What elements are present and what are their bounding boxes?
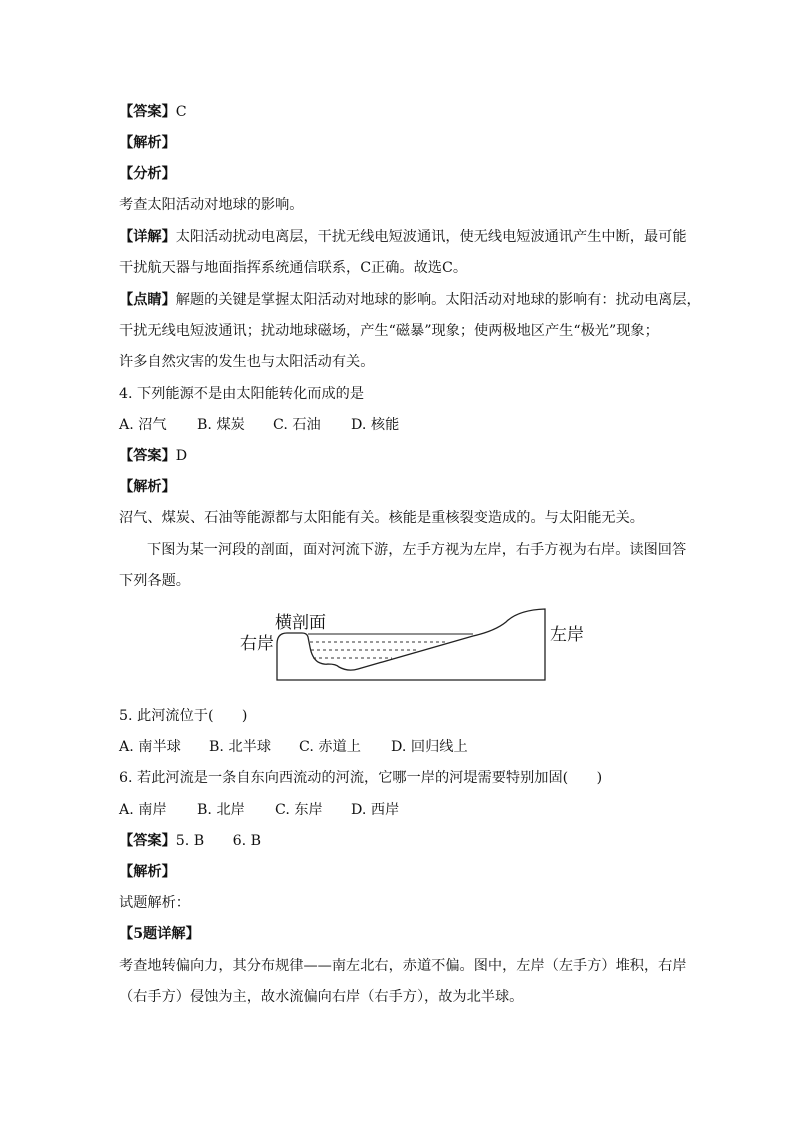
analysis-heading: 【解析】	[119, 135, 176, 151]
q6-stem: 6. 若此河流是一条自东向西流动的河流，它哪一岸的河堤需要特别加固( )	[119, 770, 603, 786]
q5-detail-line-1: 考查地转偏向力，其分布规律——南左北右，赤道不偏。图中，左岸（左手方）堆积，右岸	[119, 958, 687, 974]
cross-section-drawing	[240, 604, 620, 684]
q6-options	[119, 801, 399, 819]
dianjing-line-3: 许多自然灾害的发生也与太阳活动有关。	[119, 354, 375, 370]
xiangjie-line-1	[119, 228, 687, 246]
q4-options	[119, 416, 399, 434]
intro-line-2: 下列各题。	[119, 573, 190, 589]
q4-option-a: A. 沼气	[119, 417, 167, 433]
q5-stem: 5. 此河流位于( )	[119, 708, 248, 724]
q5-option-a: A. 南半球	[119, 739, 181, 755]
right-bank-label: 右岸	[240, 634, 274, 654]
dianjing-line-1	[119, 291, 701, 309]
fenxi-heading: 【分析】	[119, 166, 176, 182]
xiangjie-line-2: 干扰航天器与地面指挥系统通信联系，C正确。故选C。	[119, 260, 468, 276]
q5-option-d: D. 回归线上	[391, 739, 468, 755]
answer-value: D	[175, 448, 188, 464]
q5-detail-line-2: （右手方）侵蚀为主，故水流偏向右岸（右手方），故为北半球。	[119, 989, 524, 1005]
answer-tag: 【答案】	[119, 104, 176, 120]
answer-tag: 【答案】	[119, 833, 176, 849]
answer-line-q4	[119, 447, 187, 465]
q6-option-a: A. 南岸	[119, 802, 167, 818]
q5-options	[119, 738, 468, 756]
fenxi-text: 考查太阳活动对地球的影响。	[119, 197, 304, 213]
answer-tag: 【答案】	[119, 448, 176, 464]
xiangjie-tag: 【详解】	[119, 229, 176, 245]
river-cross-section-figure	[240, 604, 620, 684]
q5-option-b: B. 北半球	[209, 739, 272, 755]
analysis-heading-q4: 【解析】	[119, 479, 176, 495]
dianjing-line-2: 干扰无线电短波通讯；扰动地球磁场，产生“磁暴”现象；使两极地区产生“极光”现象；	[119, 323, 659, 339]
q4-analysis-text: 沼气、煤炭、石油等能源都与太阳能有关。核能是重核裂变造成的。与太阳能无关。	[119, 510, 644, 526]
intro-line-1: 下图为某一河段的剖面，面对河流下游，左手方视为左岸，右手方视为右岸。读图回答	[147, 542, 687, 558]
shiti-jiexi: 试题解析：	[119, 895, 190, 911]
q6-option-d: D. 西岸	[351, 802, 400, 818]
figure-title: 横剖面	[275, 613, 326, 633]
q6-option-b: B. 北岸	[197, 802, 245, 818]
xiangjie-text-1: 太阳活动扰动电离层，干扰无线电短波通讯，使无线电短波通讯产生中断，最可能	[175, 229, 687, 245]
answer-line-q56	[119, 832, 261, 850]
dianjing-tag: 【点睛】	[119, 292, 176, 308]
analysis-heading-q56: 【解析】	[119, 864, 176, 880]
q4-option-c: C. 石油	[273, 417, 321, 433]
answer-value: C	[175, 104, 187, 120]
answer-line-q3	[119, 103, 187, 121]
answer-value: 5. B 6. B	[175, 833, 262, 849]
q5-detail-heading: 【5题详解】	[119, 926, 200, 942]
q5-option-c: C. 赤道上	[299, 739, 361, 755]
q4-stem: 4. 下列能源不是由太阳能转化而成的是	[119, 386, 365, 402]
left-bank-label: 左岸	[550, 625, 584, 645]
dianjing-text-1: 解题的关键是掌握太阳活动对地球的影响。太阳活动对地球的影响有：扰动电离层，	[175, 292, 701, 308]
q4-option-b: B. 煤炭	[197, 417, 245, 433]
q4-option-d: D. 核能	[351, 417, 400, 433]
q6-option-c: C. 东岸	[275, 802, 323, 818]
